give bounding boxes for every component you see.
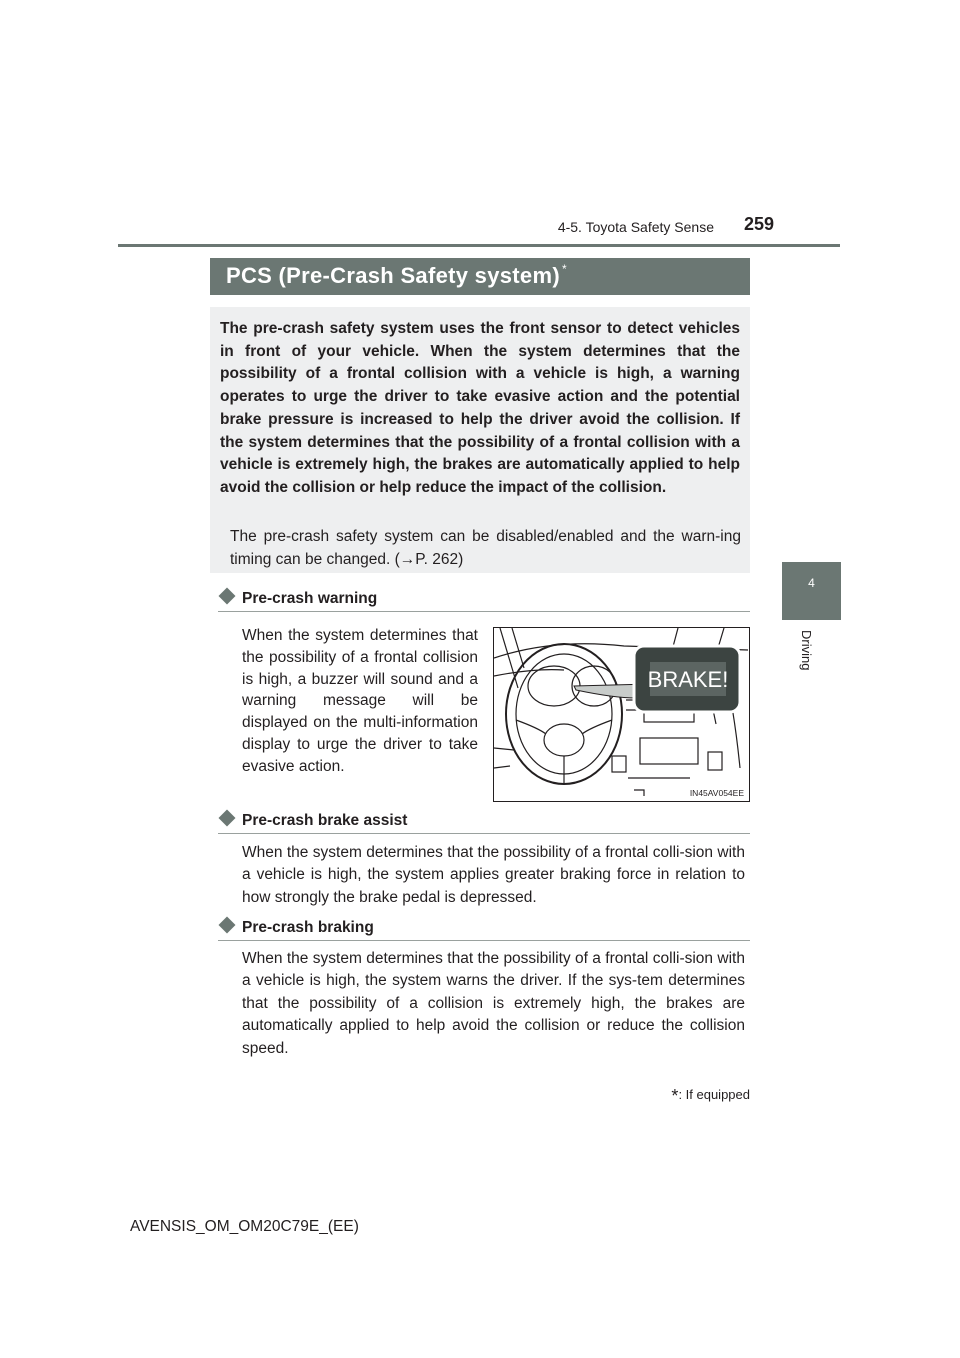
section-body-warning: When the system determines that the possibility of a frontal collision is high, a buzzer will sound and a warning message will be displayed on the multi-information display to urge the driver to take evasive action. xyxy=(242,627,478,775)
chapter-label: Driving xyxy=(799,630,814,671)
intro-note-text: The pre-crash safety system can be disabled/enabled and the warn-ing timing can be changed. ( xyxy=(230,528,741,568)
footnote xyxy=(600,1086,750,1107)
arrow-icon: → xyxy=(399,550,416,568)
section-heading-text: Pre-crash warning xyxy=(242,590,378,607)
section-heading-brake-assist xyxy=(218,812,407,830)
chapter-tab xyxy=(782,562,841,620)
diamond-bullet-icon xyxy=(219,917,236,934)
diamond-bullet-icon xyxy=(219,810,236,827)
diamond-bullet-icon xyxy=(219,588,236,605)
dashboard-drawing xyxy=(494,628,748,800)
brake-warning-message: BRAKE! xyxy=(647,667,729,692)
intro-note xyxy=(230,526,741,571)
section-rule xyxy=(218,940,750,941)
page-number: 259 xyxy=(743,214,774,234)
document-code: AVENSIS_OM_OM20C79E_(EE) xyxy=(130,1218,359,1235)
chapter-label-wrapper xyxy=(798,630,814,690)
section-heading-braking xyxy=(218,919,374,937)
section-rule xyxy=(218,833,750,834)
header-rule xyxy=(118,244,840,247)
illustration-code: IN45AV054EE xyxy=(689,788,744,798)
asterisk-icon: * xyxy=(671,1086,679,1106)
section-heading-warning xyxy=(218,590,377,608)
section-rule xyxy=(218,611,750,612)
page-title xyxy=(226,262,567,289)
footnote-text: : If equipped xyxy=(678,1087,750,1102)
section-body-brake-assist: When the system determines that the possibility of a frontal colli-sion with a vehicle is high, the system applies greater braking force in relation to how strongly the brake pedal is depressed. xyxy=(242,844,745,906)
section-heading-text: Pre-crash brake assist xyxy=(242,812,408,829)
section-heading-text: Pre-crash braking xyxy=(242,919,374,936)
page-title-text: PCS (Pre-Crash Safety system) xyxy=(226,263,560,288)
intro-summary: The pre-crash safety system uses the front sensor to detect vehicles in front of your vehicle. When the system determines that the possibility of a frontal collision with a vehicle is high, a warning operates to urge the driver to take evasive action and the potential brake pressure is increased to help the driver avoid the collision. If the system determines that the possibility of a frontal collision with a vehicle is extremely high, the brakes are automatically applied to help avoid the collision or help reduce the impact of the collision. xyxy=(220,320,740,496)
running-header-section: 4-5. Toyota Safety Sense xyxy=(557,219,714,235)
section-body-braking: When the system determines that the possibility of a frontal colli-sion with a vehicle is high, the system warns the driver. If the sys-tem determines that the possibility of a collision is extremely high, the brakes are automatically applied to help avoid the collision or reduce the collision speed. xyxy=(242,950,745,1057)
chapter-number: 4 xyxy=(808,576,815,590)
equipped-marker: * xyxy=(561,262,567,276)
dashboard-illustration xyxy=(493,627,750,802)
page-reference-link[interactable]: P. 262) xyxy=(415,550,464,568)
